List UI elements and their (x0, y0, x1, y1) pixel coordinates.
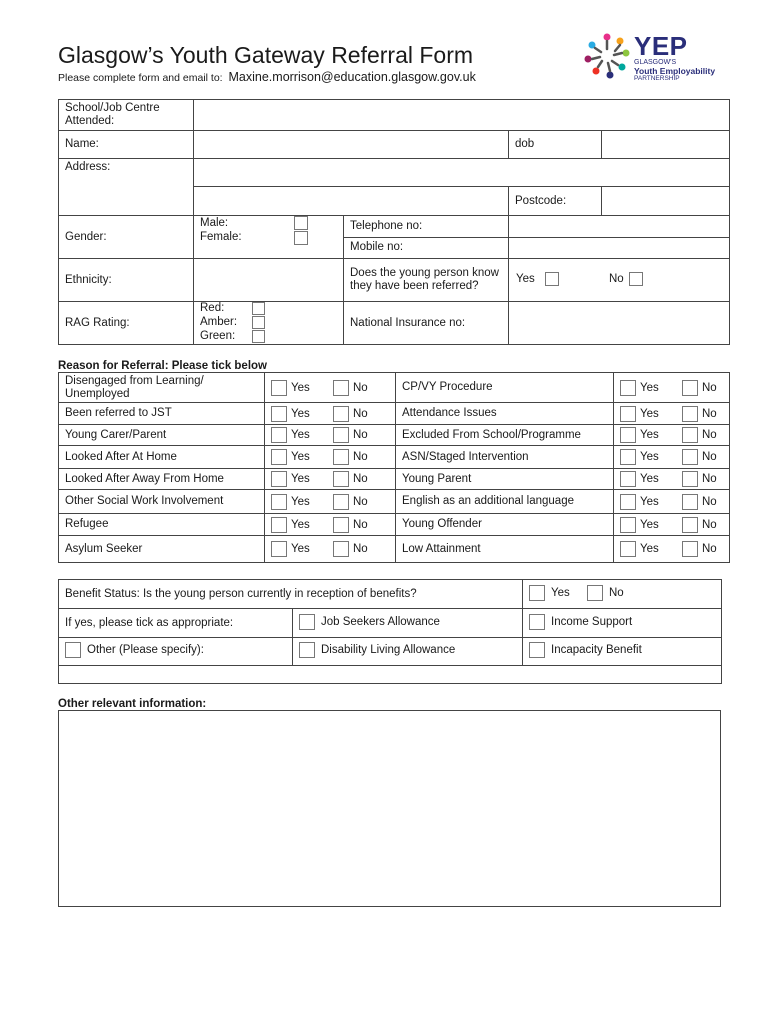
reason-no-label: No (702, 451, 717, 463)
name-label: Name: (59, 131, 194, 159)
reason-yes-label: Yes (640, 429, 659, 441)
reason-yes-checkbox[interactable] (271, 541, 287, 557)
reason-yes-checkbox[interactable] (271, 449, 287, 465)
instruction-text: Please complete form and email to: (58, 72, 223, 84)
reason-yes-label: Yes (640, 518, 659, 531)
male-checkbox[interactable] (294, 216, 308, 230)
reason-label: Looked After At Home (59, 446, 265, 469)
telephone-field[interactable] (509, 216, 730, 238)
reason-label: Low Attainment (396, 536, 614, 563)
dla-checkbox[interactable] (299, 642, 315, 658)
reason-yes-no (265, 425, 396, 446)
income-label: Income Support (551, 615, 633, 628)
reason-no-checkbox[interactable] (682, 380, 698, 396)
incapacity-checkbox[interactable] (529, 642, 545, 658)
aware-yes-label: Yes (516, 273, 535, 285)
reason-yes-label: Yes (291, 518, 310, 531)
reason-no-label: No (353, 543, 368, 555)
income-cell (523, 609, 722, 638)
reason-label: ASN/Staged Intervention (396, 446, 614, 469)
reason-label: Disengaged from Learning/ Unemployed (59, 373, 265, 403)
gender-label: Gender: (59, 216, 194, 259)
ethnicity-field[interactable] (194, 259, 344, 302)
reason-no-label: No (353, 381, 368, 394)
reason-yes-no (265, 446, 396, 469)
jsa-checkbox[interactable] (299, 614, 315, 630)
reason-yes-checkbox[interactable] (620, 541, 636, 557)
benefit-yes-label: Yes (551, 586, 570, 599)
reason-no-checkbox[interactable] (333, 449, 349, 465)
female-label: Female: (200, 231, 242, 243)
reason-row (59, 469, 730, 490)
reason-no-checkbox[interactable] (333, 427, 349, 443)
aware-no-checkbox[interactable] (629, 272, 643, 286)
reason-yes-checkbox[interactable] (620, 427, 636, 443)
reason-yes-label: Yes (291, 543, 310, 555)
dob-field[interactable] (602, 131, 730, 159)
reason-no-label: No (353, 429, 368, 441)
reason-no-checkbox[interactable] (333, 471, 349, 487)
reason-yes-label: Yes (291, 429, 310, 441)
benefit-no-label: No (608, 586, 624, 599)
school-field[interactable] (194, 100, 730, 131)
reasons-table (58, 372, 730, 563)
reason-yes-no (265, 536, 396, 563)
reason-yes-no (614, 425, 730, 446)
address-field[interactable] (194, 159, 730, 187)
reason-yes-checkbox[interactable] (620, 517, 636, 533)
reason-yes-checkbox[interactable] (271, 517, 287, 533)
jsa-cell (293, 609, 523, 638)
reason-label: Refugee (59, 514, 265, 536)
dla-option[interactable] (299, 642, 455, 658)
incapacity-label: Incapacity Benefit (551, 644, 642, 656)
reason-no-label: No (702, 407, 717, 420)
postcode-label: Postcode: (509, 187, 602, 216)
benefit-yes[interactable] (529, 585, 570, 601)
reason-heading: Reason for Referral: Please tick below (58, 360, 267, 372)
mobile-field[interactable] (509, 237, 730, 259)
reason-yes-no (265, 514, 396, 536)
reason-label: CP/VY Procedure (396, 373, 614, 403)
green-label: Green: (200, 330, 236, 342)
amber-label: Amber: (200, 316, 238, 328)
reason-no-checkbox[interactable] (682, 427, 698, 443)
reason-yes-checkbox[interactable] (271, 427, 287, 443)
benefit-yn (523, 580, 722, 609)
yep-logo (582, 31, 732, 83)
reason-yes-checkbox[interactable] (271, 380, 287, 396)
reason-no-checkbox[interactable] (682, 541, 698, 557)
aware-no-label: No (609, 273, 624, 285)
reason-no-checkbox[interactable] (333, 517, 349, 533)
reason-no-checkbox[interactable] (333, 406, 349, 422)
reason-no-label: No (702, 473, 717, 485)
reason-yes-checkbox[interactable] (271, 406, 287, 422)
amber-checkbox[interactable] (252, 316, 265, 329)
ni-field[interactable] (509, 302, 730, 345)
reason-yes-label: Yes (291, 381, 310, 394)
reason-label: Young Carer/Parent (59, 425, 265, 446)
reason-no-checkbox[interactable] (333, 380, 349, 396)
reason-yes-label: Yes (640, 407, 659, 420)
reason-no-checkbox[interactable] (682, 494, 698, 510)
reason-no-label: No (353, 451, 368, 463)
page-title: Glasgow’s Youth Gateway Referral Form (58, 42, 474, 68)
income-option[interactable] (529, 614, 632, 630)
reason-yes-no (614, 536, 730, 563)
jsa-label: Job Seekers Allowance (321, 615, 440, 628)
gender-options (194, 216, 344, 259)
details-table (58, 99, 730, 345)
female-checkbox[interactable] (294, 231, 308, 245)
reason-yes-label: Yes (291, 407, 310, 420)
reason-yes-checkbox[interactable] (271, 494, 287, 510)
aware-yes-checkbox[interactable] (545, 272, 559, 286)
male-label: Male: (200, 217, 229, 229)
benefit-table (58, 579, 722, 684)
reason-label: Excluded From School/Programme (396, 425, 614, 446)
green-checkbox[interactable] (252, 330, 265, 343)
reason-label: Other Social Work Involvement (59, 490, 265, 514)
rag-options (194, 302, 344, 345)
reason-label: Been referred to JST (59, 403, 265, 425)
incapacity-cell (523, 638, 722, 666)
reason-no-label: No (702, 495, 717, 508)
reason-yes-no (265, 403, 396, 425)
other-label: Other (Please specify): (87, 644, 204, 656)
email-link[interactable]: Maxine.morrison@education.glasgow.gov.uk (228, 70, 476, 84)
postcode-field[interactable] (602, 187, 730, 216)
mobile-label: Mobile no: (344, 237, 509, 259)
logo-line2: Youth Employability (634, 66, 716, 76)
if-yes-label: If yes, please tick as appropriate: (59, 609, 293, 638)
reason-no-checkbox[interactable] (333, 494, 349, 510)
reason-yes-no (614, 403, 730, 425)
reason-row (59, 536, 730, 563)
reason-yes-label: Yes (640, 473, 659, 485)
logo-line3: PARTNERSHIP (634, 75, 680, 82)
reason-label: Young Parent (396, 469, 614, 490)
reason-no-label: No (702, 381, 717, 394)
reason-row (59, 425, 730, 446)
logo-line1: GLASGOW'S (634, 59, 677, 66)
reason-yes-checkbox[interactable] (620, 380, 636, 396)
reason-yes-label: Yes (640, 543, 659, 555)
name-field[interactable] (194, 131, 509, 159)
reason-no-label: No (353, 473, 368, 485)
other-checkbox[interactable] (65, 642, 81, 658)
reason-label: English as an additional language (396, 490, 614, 514)
reason-yes-no (614, 469, 730, 490)
reason-no-checkbox[interactable] (682, 471, 698, 487)
benefit-no[interactable] (587, 585, 624, 601)
aware-options (509, 259, 730, 302)
red-checkbox[interactable] (252, 302, 265, 315)
reason-label: Young Offender (396, 514, 614, 536)
reason-no-checkbox[interactable] (682, 517, 698, 533)
logo-brand: YEP (634, 31, 688, 61)
dla-label: Disability Living Allowance (321, 644, 456, 656)
people-circle-icon (582, 31, 632, 83)
benefit-no-checkbox[interactable] (587, 585, 603, 601)
reason-yes-checkbox[interactable] (271, 471, 287, 487)
dob-label: dob (509, 131, 602, 159)
ethnicity-label: Ethnicity: (59, 259, 194, 302)
reason-yes-checkbox[interactable] (620, 494, 636, 510)
reason-row (59, 446, 730, 469)
email-instruction (58, 70, 476, 84)
reason-yes-label: Yes (640, 451, 659, 463)
reason-no-label: No (353, 407, 368, 420)
reason-no-label: No (702, 518, 717, 531)
benefit-specify-field[interactable] (59, 666, 722, 684)
reason-yes-label: Yes (291, 473, 310, 485)
reason-no-label: No (702, 543, 717, 555)
reason-yes-label: Yes (640, 495, 659, 508)
benefit-question: Benefit Status: Is the young person currently in reception of benefits? (59, 580, 523, 609)
incapacity-option[interactable] (529, 642, 642, 658)
benefit-yes-checkbox[interactable] (529, 585, 545, 601)
other-info-heading: Other relevant information: (58, 698, 207, 710)
reason-yes-checkbox[interactable] (620, 449, 636, 465)
reason-row (59, 514, 730, 536)
red-label: Red: (200, 302, 225, 314)
reason-yes-label: Yes (291, 451, 310, 463)
reason-no-checkbox[interactable] (682, 406, 698, 422)
reason-no-checkbox[interactable] (682, 449, 698, 465)
ni-label: National Insurance no: (344, 302, 509, 345)
reason-label: Looked After Away From Home (59, 469, 265, 490)
address-label: Address: (59, 159, 194, 216)
reason-yes-no (614, 373, 730, 403)
reason-yes-label: Yes (291, 495, 310, 508)
dla-cell (293, 638, 523, 666)
reason-no-checkbox[interactable] (333, 541, 349, 557)
other-cell (59, 638, 293, 666)
school-label: School/Job Centre Attended: (59, 100, 194, 131)
reason-yes-no (614, 490, 730, 514)
reason-yes-checkbox[interactable] (620, 471, 636, 487)
address-field-2[interactable] (194, 187, 509, 216)
reason-row (59, 403, 730, 425)
reason-row (59, 373, 730, 403)
income-checkbox[interactable] (529, 614, 545, 630)
reason-yes-label: Yes (640, 381, 659, 394)
reason-yes-no (265, 490, 396, 514)
reason-yes-no (614, 514, 730, 536)
reason-no-label: No (353, 518, 368, 531)
reason-yes-no (614, 446, 730, 469)
reason-label: Asylum Seeker (59, 536, 265, 563)
reason-row (59, 490, 730, 514)
reason-yes-checkbox[interactable] (620, 406, 636, 422)
telephone-label: Telephone no: (344, 216, 509, 238)
reason-no-label: No (353, 495, 368, 508)
jsa-option[interactable] (299, 614, 440, 630)
other-info-textarea[interactable] (58, 710, 721, 907)
reason-yes-no (265, 373, 396, 403)
rag-label: RAG Rating: (59, 302, 194, 345)
aware-question: Does the young person know they have been referred? (344, 259, 509, 302)
other-option[interactable] (65, 642, 204, 658)
reason-label: Attendance Issues (396, 403, 614, 425)
reason-yes-no (265, 469, 396, 490)
reason-no-label: No (702, 429, 717, 441)
